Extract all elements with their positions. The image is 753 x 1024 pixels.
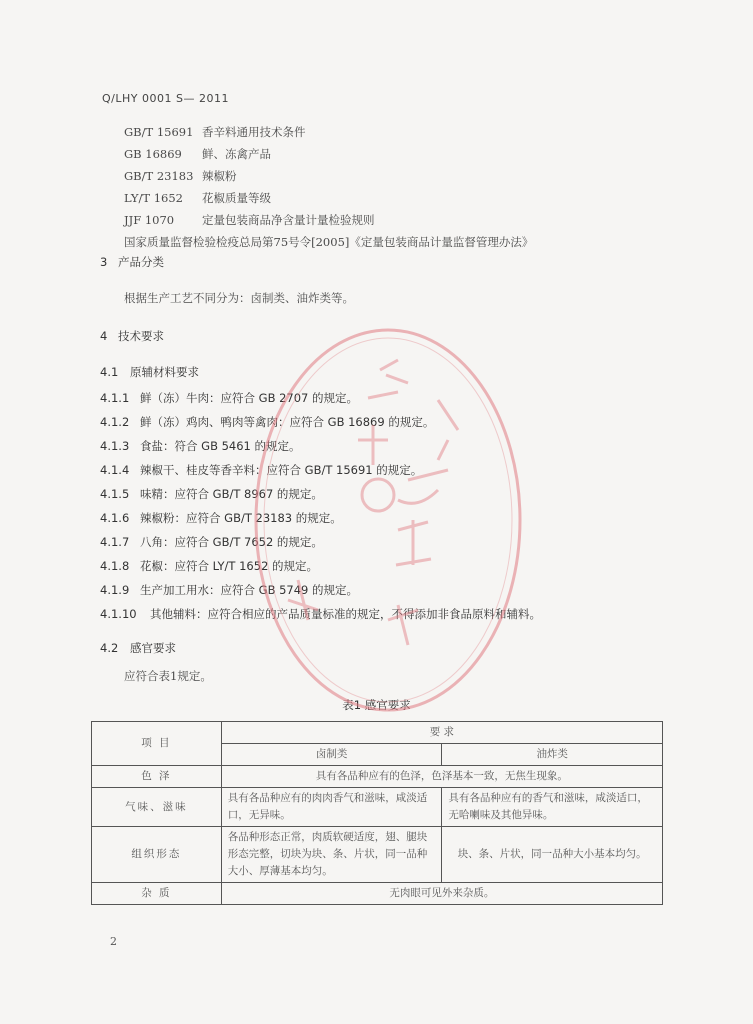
reference-item: 国家质量监督检验检疫总局第75号令[2005]《定量包装商品计量监督管理办法》 [124, 235, 534, 249]
row-value: 无肉眼可见外来杂质。 [221, 883, 662, 905]
section-3-heading: 3 产品分类 [100, 255, 164, 269]
row-value-fried: 具有各品种应有的香气和滋味，咸淡适口，无哈喇味及其他异味。 [442, 788, 663, 827]
section-4-1-heading: 4.1 原辅材料要求 [100, 365, 199, 379]
table-row [92, 827, 663, 883]
page-number: 2 [110, 935, 117, 948]
row-value-fried: 块、条、片状，同一品种大小基本均匀。 [442, 827, 663, 883]
clause-item: 4.1.7 八角：应符合 GB/T 7652 的规定。 [100, 535, 323, 549]
sensory-requirements-table [91, 721, 663, 905]
table-header-row [92, 722, 663, 744]
reference-item: GB/T 15691 香辛料通用技术条件 [124, 125, 306, 139]
reference-item: GB/T 23183 辣椒粉 [124, 169, 237, 183]
reference-item: LY/T 1652 花椒质量等级 [124, 191, 271, 205]
clause-item: 4.1.2 鲜（冻）鸡肉、鸭肉等禽肉：应符合 GB 16869 的规定。 [100, 415, 435, 429]
table-row [92, 883, 663, 905]
section-4-2-text: 应符合表1规定。 [124, 669, 212, 683]
reference-item: JJF 1070 定量包装商品净含量计量检验规则 [124, 213, 375, 227]
document-code: Q/LHY 0001 S— 2011 [102, 92, 229, 105]
section-4-2-heading: 4.2 感官要求 [100, 641, 176, 655]
clause-item: 4.1.6 辣椒粉：应符合 GB/T 23183 的规定。 [100, 511, 342, 525]
header-fried: 油炸类 [442, 744, 663, 766]
clause-item: 4.1.1 鲜（冻）牛肉：应符合 GB 2707 的规定。 [100, 391, 359, 405]
row-item: 组织形态 [92, 827, 222, 883]
section-3-text: 根据生产工艺不同分为：卤制类、油炸类等。 [124, 291, 354, 305]
table-row [92, 788, 663, 827]
row-value-braised: 各品种形态正常，肉质软硬适度，翅、腿块形态完整，切块为块、条、片状，同一品种大小、厚薄基本均匀。 [221, 827, 442, 883]
header-braised: 卤制类 [221, 744, 442, 766]
clause-item: 4.1.5 味精：应符合 GB/T 8967 的规定。 [100, 487, 323, 501]
reference-item: GB 16869 鲜、冻禽产品 [124, 147, 271, 161]
header-requirement: 要 求 [221, 722, 662, 744]
reference-list [124, 121, 533, 253]
row-value: 具有各品种应有的色泽，色泽基本一致，无焦生现象。 [221, 766, 662, 788]
row-value-braised: 具有各品种应有的肉肉香气和滋味，咸淡适口，无异味。 [221, 788, 442, 827]
table-row [92, 766, 663, 788]
table-title: 表1 感官要求 [342, 698, 411, 712]
row-item: 杂 质 [92, 883, 222, 905]
section-4-heading: 4 技术要求 [100, 329, 164, 343]
clause-item: 4.1.9 生产加工用水：应符合 GB 5749 的规定。 [100, 583, 359, 597]
row-item: 气味、滋味 [92, 788, 222, 827]
header-item: 项 目 [92, 722, 222, 766]
clause-item: 4.1.10 其他辅料：应符合相应的产品质量标准的规定，不得添加非食品原料和辅料。 [100, 607, 541, 621]
clause-item: 4.1.8 花椒：应符合 LY/T 1652 的规定。 [100, 559, 319, 573]
clause-item: 4.1.3 食盐：符合 GB 5461 的规定。 [100, 439, 301, 453]
clause-item: 4.1.4 辣椒干、桂皮等香辛料：应符合 GB/T 15691 的规定。 [100, 463, 423, 477]
row-item: 色 泽 [92, 766, 222, 788]
